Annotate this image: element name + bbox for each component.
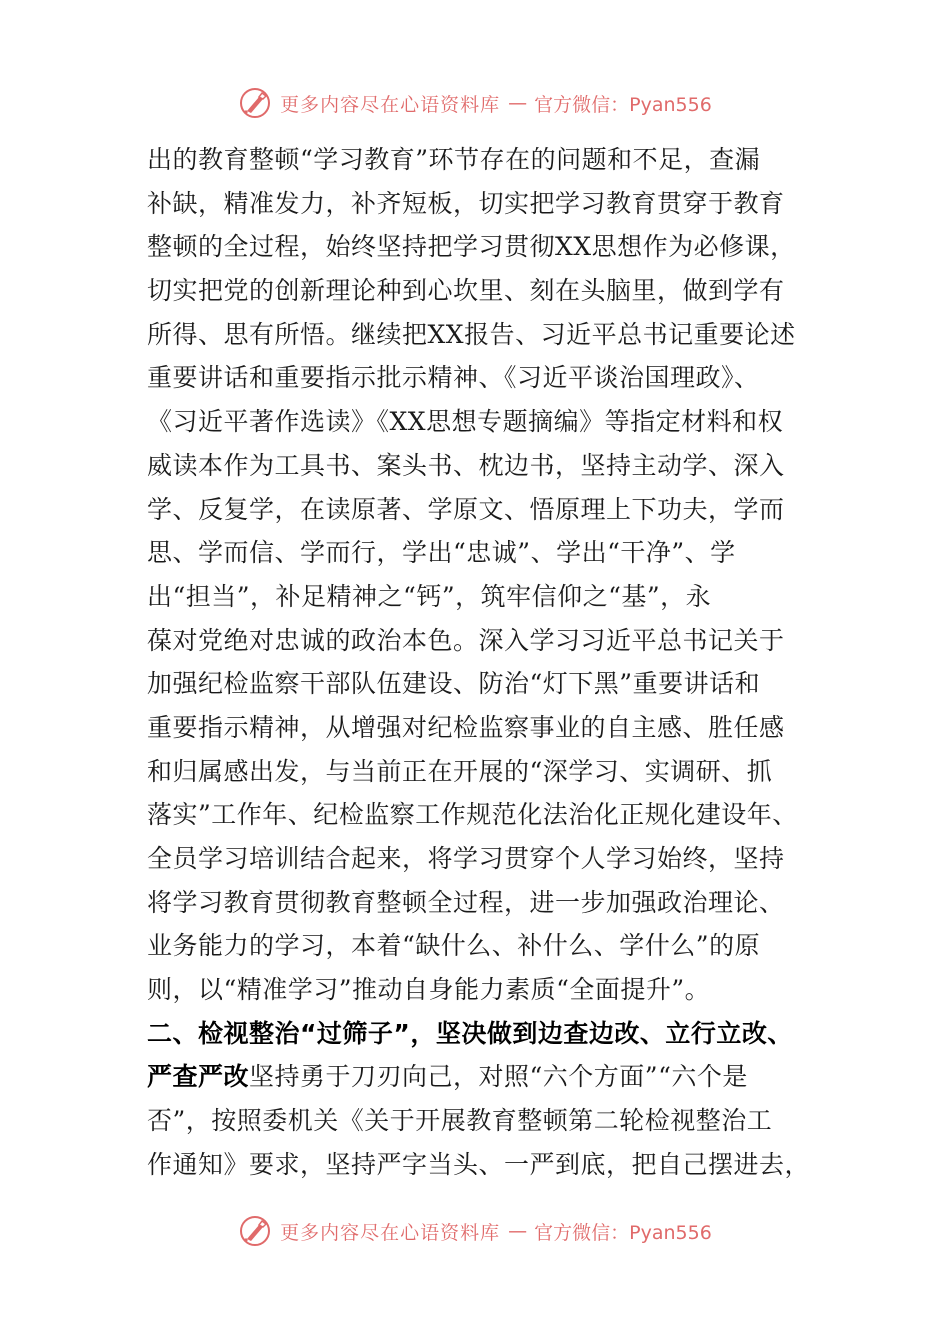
body-line: 则，以“精准学习”推动自身能力素质“全面提升”。 [147,975,711,1005]
body-line: 重要讲话和重要指示批示精神、《习近平谈治国理政》、 [147,363,760,393]
body-line: 否”，按照委机关《关于开展教育整顿第二轮检视整治工 [147,1106,773,1136]
section-heading: 二、检视整治“过筛子”，坚决做到边查边改、立行立改、 [147,1018,793,1048]
body-line: 所得、思有所悟。继续把XX报告、习近平总书记重要论述 [147,319,796,349]
body-line: 加强纪检监察干部队伍建设、防治“灯下黑”重要讲话和 [147,669,761,699]
watermark-contact-text: 官方微信：Pyan556 [534,93,712,116]
body-line: 葆对党绝对忠诚的政治本色。深入学习习近平总书记关于 [147,625,785,655]
body-line: 思、学而信、学而行，学出“忠诚”、学出“干净”、学 [147,538,736,568]
body-line: 《习近平著作选读》《XX思想专题摘编》等指定材料和权 [147,407,784,437]
body-line: 切实把党的创新理论种到心坎里、刻在头脑里，做到学有 [147,276,785,306]
watermark-contact-text: 官方微信：Pyan556 [534,1221,712,1244]
section-heading-continuation [147,1055,807,1099]
body-line: 全员学习培训结合起来，将学习贯穿个人学习始终，坚持 [147,844,785,873]
section-heading-tail: 严查严改 [147,1062,250,1092]
body-line: 学、反复学，在读原著、学原文、悟原理上下功夫，学而 [147,494,785,524]
body-line: 落实”工作年、纪检监察工作规范化法治化正规化建设年、 [147,800,798,830]
document-body [147,138,811,1187]
body-line: 业务能力的学习，本着“缺什么、补什么、学什么”的原 [147,931,761,961]
pen-nib-icon [238,1214,272,1248]
watermark-separator: — [508,92,527,114]
watermark-separator: — [508,1220,527,1242]
pen-nib-icon [238,86,272,120]
footer-watermark [0,1214,950,1248]
body-line: 出的教育整顿“学习教育”环节存在的问题和不足，查漏 [147,145,761,174]
body-line: 和归属感出发，与当前正在开展的“深学习、实调研、抓 [147,756,773,786]
body-line: 补缺，精准发力，补齐短板，切实把学习教育贯穿于教育 [147,188,785,218]
watermark-brand-text: 更多内容尽在心语资料库 [280,1221,501,1244]
body-line: 整顿的全过程，始终坚持把学习贯彻XX思想作为必修课， [147,232,796,262]
body-line: 将学习教育贯彻教育整顿全过程，进一步加强政治理论、 [147,887,785,917]
body-line: 威读本作为工具书、案头书、枕边书，坚持主动学、深入 [147,450,785,480]
body-line: 出“担当”，补足精神之“钙”，筑牢信仰之“基”，永 [147,581,712,611]
body-line: 作通知》要求，坚持严字当头、一严到底，把自己摆进去， [147,1149,811,1179]
body-text-run: 坚持勇于刀刃向己，对照“六个方面”“六个是 [249,1062,748,1092]
watermark-brand-text: 更多内容尽在心语资料库 [280,93,501,116]
body-line: 重要指示精神，从增强对纪检监察事业的自主感、胜任感 [147,712,785,742]
header-watermark [0,86,950,120]
